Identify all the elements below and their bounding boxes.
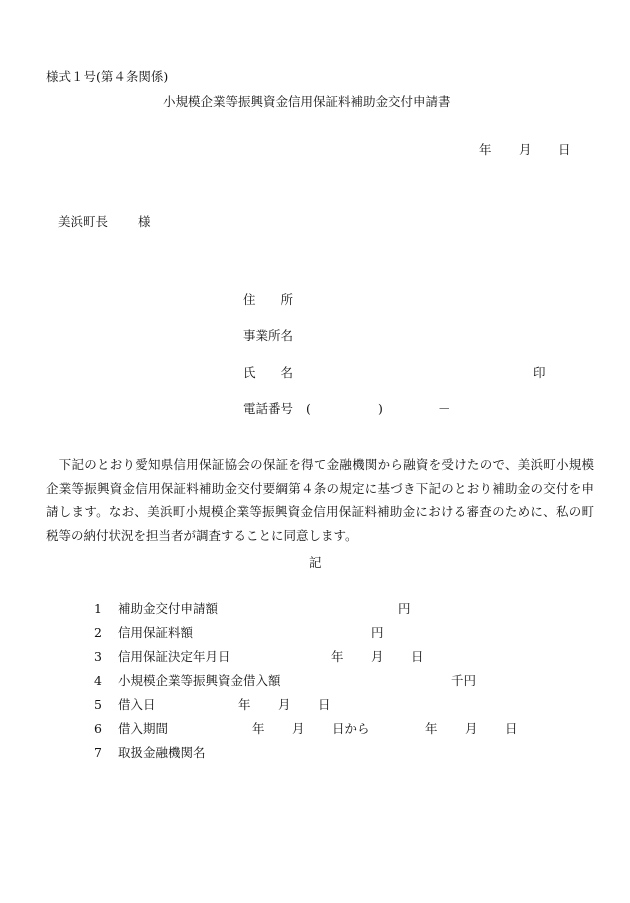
item-label: 借入日 bbox=[118, 697, 156, 712]
item-number: 1 bbox=[94, 601, 102, 616]
item-number: 2 bbox=[94, 625, 102, 640]
item-label: 借入期間 bbox=[118, 721, 169, 736]
item-day-end: 日 bbox=[505, 721, 518, 736]
item-number: 5 bbox=[94, 697, 102, 712]
item-month-end: 月 bbox=[465, 721, 478, 736]
body-paragraph: 下記のとおり愛知県信用保証協会の保証を得て金融機関から融資を受けたので、美浜町小規模企業等振興資金信用保証料補助金交付要綱第４条の規定に基づき下記のとおり補助金の交付を申請します。なお、美浜町小規模企業等振興資金信用保証料補助金における審査のために、私の町税等の納付状況を担当者が調査することに同意します。 bbox=[46, 457, 594, 543]
seal-mark: 印 bbox=[533, 365, 546, 380]
item-unit: 円 bbox=[371, 625, 384, 640]
item-label: 取扱金融機関名 bbox=[118, 745, 206, 760]
item-label: 信用保証料額 bbox=[118, 625, 194, 640]
item-number: 6 bbox=[94, 721, 102, 736]
page-title: 小規模企業等振興資金信用保証料補助金交付申請書 bbox=[163, 94, 451, 109]
phone-open-paren: ( bbox=[306, 401, 311, 416]
ki-heading: 記 bbox=[309, 555, 322, 570]
item-unit: 円 bbox=[398, 601, 411, 616]
item-month: 月 bbox=[371, 649, 384, 664]
item-day: 日 bbox=[411, 649, 424, 664]
item-year: 年 bbox=[238, 697, 251, 712]
phone-close-paren: ) bbox=[378, 401, 383, 416]
item-day-from: 日から bbox=[332, 721, 370, 736]
phone-label: 電話番号 bbox=[243, 401, 294, 416]
item-label: 信用保証決定年月日 bbox=[118, 649, 231, 664]
item-month: 月 bbox=[278, 697, 291, 712]
date-month: 月 bbox=[519, 142, 532, 157]
item-year: 年 bbox=[331, 649, 344, 664]
address-label: 住 所 bbox=[243, 292, 294, 307]
form-number: 様式１号(第４条関係) bbox=[46, 69, 169, 84]
item-month: 月 bbox=[292, 721, 305, 736]
item-day: 日 bbox=[318, 697, 331, 712]
item-number: 4 bbox=[94, 673, 102, 688]
item-label: 小規模企業等振興資金借入額 bbox=[118, 673, 281, 688]
item-unit: 千円 bbox=[451, 673, 477, 688]
item-number: 7 bbox=[94, 745, 102, 760]
item-year-end: 年 bbox=[425, 721, 438, 736]
phone-dash: － bbox=[438, 401, 451, 416]
office-label: 事業所名 bbox=[243, 328, 294, 343]
date-day: 日 bbox=[558, 142, 571, 157]
name-label: 氏 名 bbox=[243, 365, 294, 380]
date-year: 年 bbox=[479, 142, 492, 157]
item-year: 年 bbox=[252, 721, 265, 736]
addressee-name: 美浜町長 bbox=[58, 214, 109, 229]
addressee-honorific: 様 bbox=[138, 214, 151, 229]
item-number: 3 bbox=[94, 649, 102, 664]
item-label: 補助金交付申請額 bbox=[118, 601, 219, 616]
